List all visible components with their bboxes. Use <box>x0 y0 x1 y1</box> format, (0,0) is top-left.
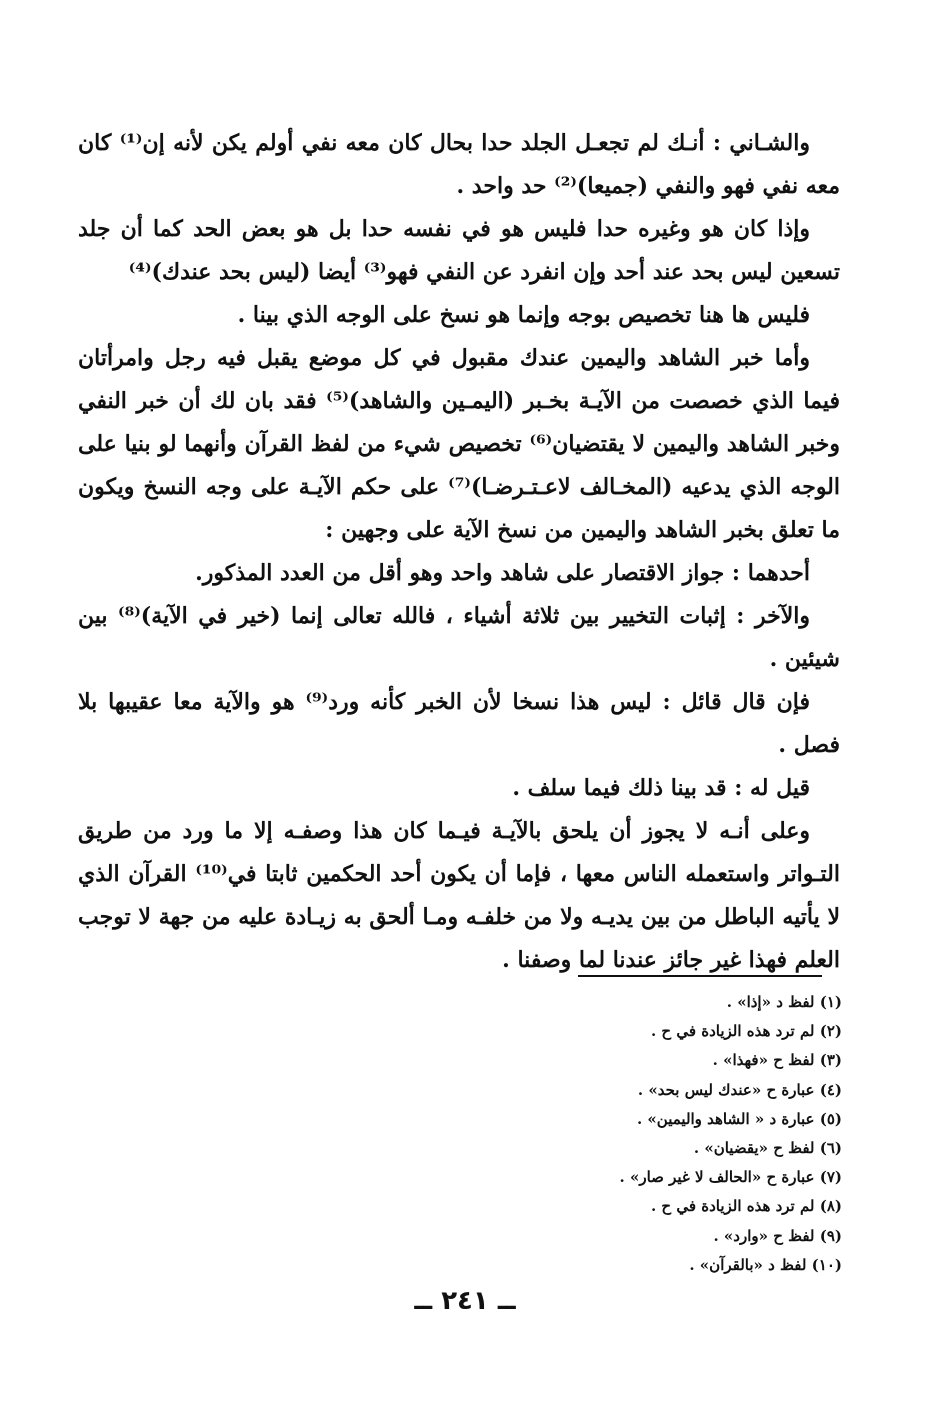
page-number: ــ ٢٤١ ــ <box>414 1286 516 1316</box>
footnote-separator <box>578 975 822 977</box>
footnote: (٥) عبارة د « الشاهد واليمين» . <box>636 1109 842 1128</box>
footnote: (٩) لفظ ح «وارد» . <box>713 1226 842 1245</box>
main-text <box>78 122 840 982</box>
footnote: (٢) لم ترد هذه الزيادة في ح . <box>650 1022 842 1041</box>
paragraph: فإن قال قائل : ليس هذا نسخا لأن الخبر كأنه ورد⁽⁹⁾ هو والآية معا عقيبها بلا فصل . <box>78 689 840 758</box>
footnote: (٧) عبارة ح «الحالف لا غير صار» . <box>619 1168 842 1187</box>
footnote: (١٠) لفظ د «بالقرآن» . <box>689 1255 842 1274</box>
footnote: (١) لفظ د «إذا» . <box>726 993 842 1011</box>
paragraph: والشـاني : أنـك لم تجعـل الجلد حدا بحال كان معه نفي أولم يكن لأنه إن⁽¹⁾ كان معه نفي فهو والنفي (جميعا)⁽²⁾ حد واحد . <box>78 130 840 199</box>
paragraph: وإذا كان هو وغيره حدا فليس هو في نفسه حدا بل هو بعض الحد كما أن جلد تسعين ليس بحد عند أحد وإن انفرد عن النفي فهو⁽³⁾ أيضا (ليس بحد عندك)⁽⁴⁾ <box>78 216 840 285</box>
paragraph: قيل له : قد بينا ذلك فيما سلف . <box>512 775 810 801</box>
footnote: (٦) لفظ ح «يقضيان» . <box>693 1139 842 1158</box>
footnotes <box>540 988 842 1280</box>
paragraph: أحدهما : جواز الاقتصار على شاهد واحد وهو أقل من العدد المذكور. <box>195 560 810 586</box>
paragraph: وأما خبر الشاهد واليمين عندك مقبول في كل موضع يقبل فيه رجل وامرأتان فيما الذي خصصت من الآيـة بخـبر (اليمـين والشاهد)⁽⁵⁾ فقد بان لك أن خبر النفي وخبر الشاهد واليمين لا يقتضيان⁽⁶⁾ تخصيص شيء من لفظ القرآن وأنهما لو بنيا على الوجه الذي يدعيه (المخـالف لاعـتـرضـا)⁽⁷⁾ على حكم الآيـة على وجه النسخ ويكون ما تعلق بخبر الشاهد واليمين من نسخ الآية على وجهين : <box>78 345 841 543</box>
paragraph: والآخر : إثبات التخيير بين ثلاثة أشياء ، فالله تعالى إنما (خير في الآية)⁽⁸⁾ بين شيئين . <box>78 603 840 672</box>
paragraph: فليس ها هنا تخصيص بوجه وإنما هو نسخ على الوجه الذي بينا . <box>237 302 810 328</box>
footnote: (٣) لفظ ح «فهذا» . <box>712 1051 842 1070</box>
footnote: (٨) لم ترد هذه الزيادة في ح . <box>650 1197 842 1216</box>
paragraph: وعلى أنـه لا يجوز أن يلحق بالآيـة فيـما كان هذا وصفـه إلا ما ورد من طريق التـواتر واستعمله الناس معها ، فإما أن يكون أحد الحكمين ثابتا في⁽¹⁰⁾ القرآن الذي لا يأتيه الباطل من بين يديـه ولا من خلفـه ومـا ألحق به زيـادة عليه من جهة لا توجب العلم فهذا غير جائز عندنا لما وصفنا . <box>78 818 840 973</box>
footnote: (٤) عبارة ح «عندك ليس بحد» . <box>637 1080 842 1099</box>
